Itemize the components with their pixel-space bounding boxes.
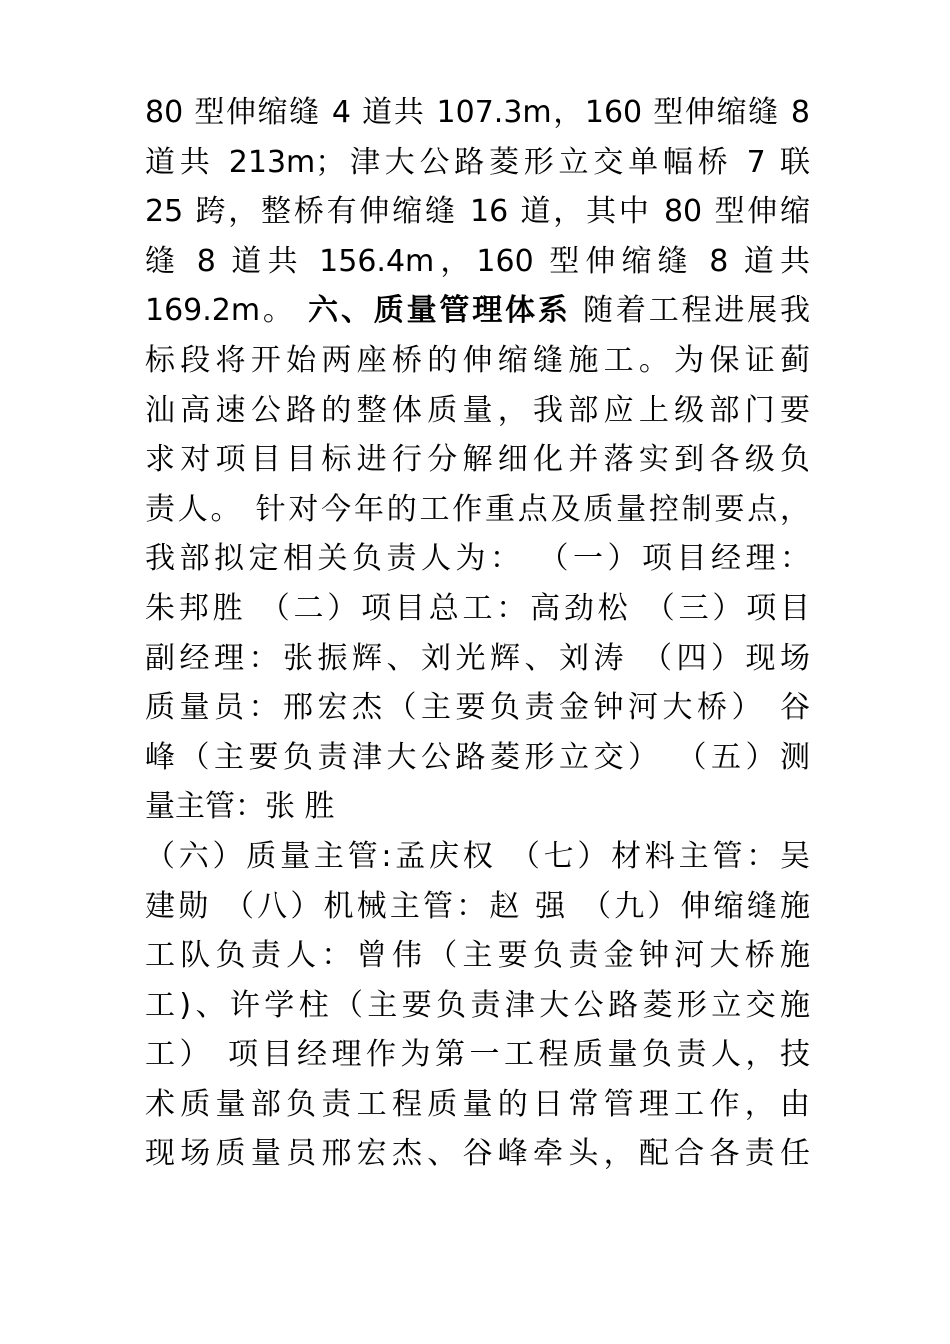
- text-line: 80 型伸缩缝 4 道共 107.3m，160 型伸缩缝 8: [145, 95, 810, 130]
- text-line: （六）质量主管:孟庆权 （七）材料主管：吴: [145, 838, 810, 874]
- text-line: 工） 项目经理作为第一工程质量负责人，技: [145, 1037, 810, 1073]
- text-before-heading: 169.2m。: [145, 293, 309, 329]
- text-line: 术质量部负责工程质量的日常管理工作，由: [145, 1086, 810, 1122]
- text-after-heading: 随着工程进展我: [570, 293, 810, 329]
- text-line: 标段将开始两座桥的伸缩缝施工。为保证蓟: [145, 342, 810, 378]
- text-line: 工队负责人：曾伟（主要负责金钟河大桥施: [145, 938, 810, 974]
- text-line: 工)、许学柱（主要负责津大公路菱形立交施: [145, 987, 810, 1023]
- text-line: 质量员：邢宏杰（主要负责金钟河大桥） 谷: [145, 690, 810, 726]
- section-heading: 六、质量管理体系: [308, 293, 571, 329]
- text-line: 我部拟定相关负责人为： （一）项目经理：: [145, 541, 810, 577]
- text-line: 建勋 （八）机械主管：赵 强 （九）伸缩缝施: [145, 888, 810, 924]
- text-line: 现场质量员邢宏杰、谷峰牵头，配合各责任: [145, 1136, 810, 1172]
- text-line: 峰（主要负责津大公路菱形立交） （五）测: [145, 739, 810, 775]
- text-line-with-heading: [145, 286, 810, 336]
- text-line: 求对项目目标进行分解细化并落实到各级负: [145, 442, 810, 478]
- text-line: 朱邦胜 （二）项目总工：高劲松 （三）项目: [145, 590, 810, 626]
- text-line: 25 跨，整桥有伸缩缝 16 道，其中 80 型伸缩: [145, 194, 810, 230]
- text-line: 缝 8 道共 156.4m，160 型伸缩缝 8 道共: [145, 243, 810, 279]
- text-line: 汕高速公路的整体质量，我部应上级部门要: [145, 392, 810, 428]
- text-line: 量主管：张 胜: [145, 789, 335, 825]
- document-body: [145, 88, 810, 1179]
- text-line: 道共 213m；津大公路菱形立交单幅桥 7 联: [145, 144, 810, 180]
- text-line: 责人。 针对今年的工作重点及质量控制要点，: [145, 491, 810, 527]
- text-line: 副经理：张振辉、刘光辉、刘涛 （四）现场: [145, 640, 810, 676]
